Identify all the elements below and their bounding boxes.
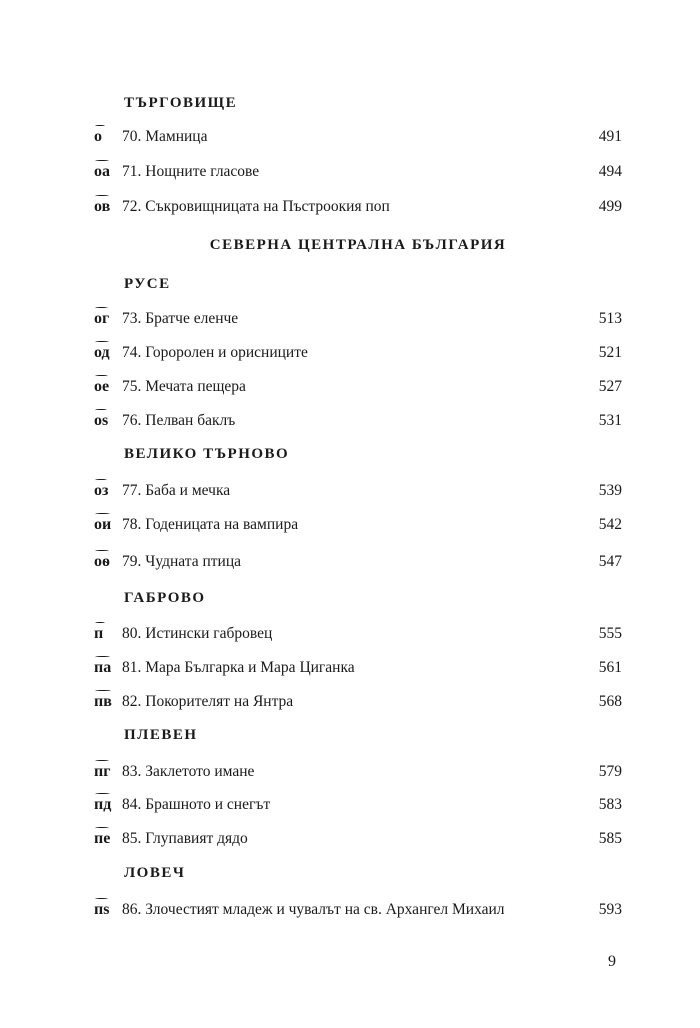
entry-page: 539 [598,482,622,499]
entry-numeral: о [94,128,102,145]
toc-entry [94,690,622,714]
toc-entry [94,513,622,537]
toc-entry [94,409,622,433]
section-heading-ruse: РУСЕ [124,276,171,292]
entry-numeral: ои [94,516,112,533]
entry-title: 73. Братче еленче [122,310,239,327]
entry-page: 583 [598,796,622,813]
entry-title: 77. Баба и мечка [122,482,231,499]
entry-page: 547 [598,553,622,570]
toc-entry [94,550,622,574]
toc-entry [94,656,622,680]
toc-entry [94,622,622,646]
entry-title: 70. Мамница [122,128,208,145]
entry-title: 72. Съкровищницата на Пъстроокия поп [122,198,390,215]
entry-page: 555 [598,625,622,642]
entry-page: 561 [598,659,622,676]
entry-title: 84. Брашното и снегът [122,796,271,813]
section-heading-gabrovo: ГАБРОВО [124,590,206,606]
section-heading-veliko-tarnovo: ВЕЛИКО ТЪРНОВО [124,446,290,462]
toc-entry [94,375,622,399]
entry-title: 82. Покорителят на Янтра [122,693,294,710]
entry-numeral: п [94,625,104,642]
entry-title: 85. Глупавият дядо [122,830,248,847]
entry-page: 579 [598,763,622,780]
entry-page: 527 [598,378,622,395]
entry-page: 568 [598,693,622,710]
entry-page: 593 [598,901,622,918]
section-heading-targovishte: ТЪРГОВИЩЕ [124,95,238,111]
entry-page: 499 [598,198,622,215]
entry-title: 71. Нощните гласове [122,163,260,180]
toc-entry [94,479,622,503]
entry-numeral: пв [94,693,112,710]
entry-title: 76. Пелван баклъ [122,412,236,429]
toc-entry [94,307,622,331]
entry-title: 78. Годеницата на вампира [122,516,299,533]
toc-entry [94,827,622,851]
toc-entry [94,160,622,184]
toc-entry [94,898,622,922]
entry-title: 74. Гороролен и орисниците [122,344,308,361]
entry-numeral: пе [94,830,111,847]
entry-page: 494 [598,163,622,180]
entry-page: 585 [598,830,622,847]
entry-page: 542 [598,516,622,533]
toc-entry [94,125,622,149]
entry-page: 521 [598,344,622,361]
entry-numeral: од [94,344,110,361]
section-heading-lovech: ЛОВЕЧ [124,865,186,881]
page-number: 9 [608,953,616,970]
entry-numeral: оѳ [94,553,110,570]
entry-numeral: оѕ [94,412,109,429]
entry-numeral: оз [94,482,109,499]
region-heading: СЕВЕРНА ЦЕНТРАЛНА БЪЛГАРИЯ [209,237,507,253]
entry-page: 513 [598,310,622,327]
entry-numeral: пѕ [94,901,110,918]
entry-title: 83. Заклетото имане [122,763,255,780]
toc-entry [94,341,622,365]
toc-entry [94,195,622,219]
entry-title: 86. Злочестият младеж и чувалът на св. Архангел Михаил [122,901,505,918]
entry-numeral: ов [94,198,111,215]
entry-numeral: пд [94,796,112,813]
toc-entry [94,760,622,784]
entry-numeral: ог [94,310,110,327]
entry-title: 75. Мечата пещера [122,378,246,395]
entry-title: 80. Истински габровец [122,625,273,642]
entry-numeral: оа [94,163,110,180]
entry-title: 79. Чудната птица [122,553,242,570]
section-heading-pleven: ПЛЕВЕН [124,727,198,743]
entry-numeral: ое [94,378,110,395]
entry-page: 531 [598,412,622,429]
toc-entry [94,793,622,817]
entry-numeral: па [94,659,112,676]
entry-page: 491 [598,128,622,145]
entry-title: 81. Мара Българка и Мара Циганка [122,659,355,676]
entry-numeral: пг [94,763,111,780]
